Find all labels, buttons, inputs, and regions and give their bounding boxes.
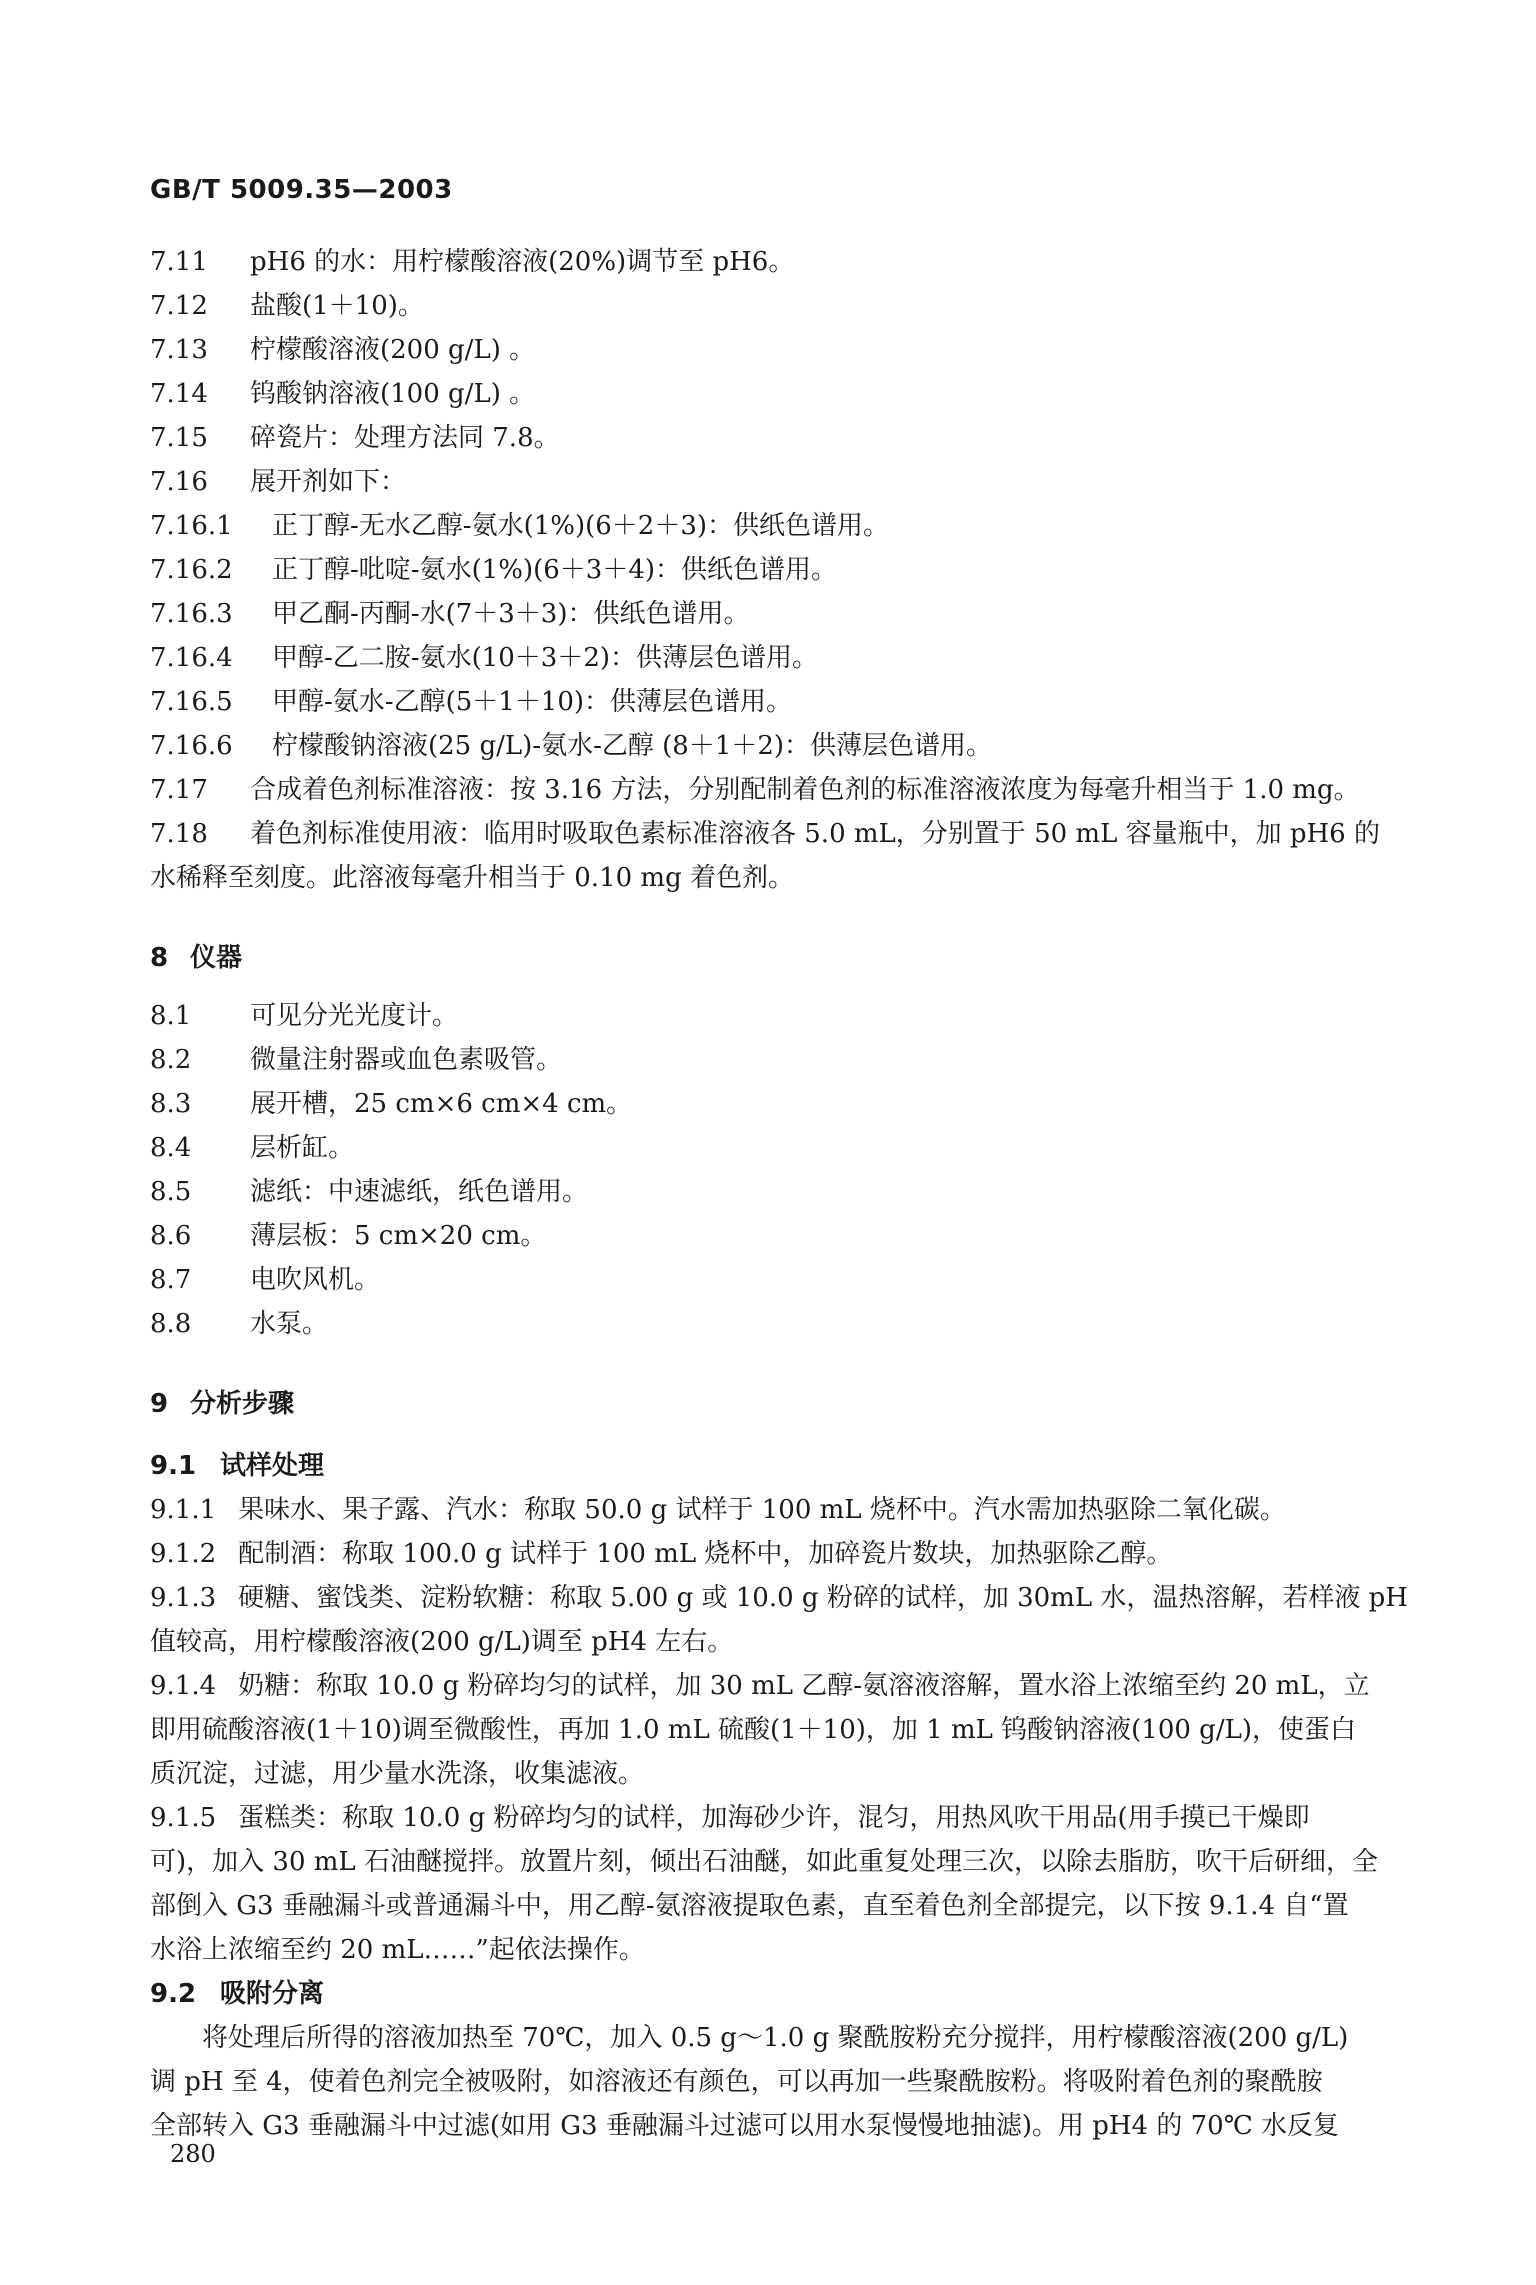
standard-code: GB/T 5009.35—2003 bbox=[150, 175, 453, 205]
reagent-item-continuation: 水稀释至刻度。此溶液每毫升相当于 0.10 mg 着色剂。 bbox=[150, 863, 794, 893]
instrument-item: 8.7 电吹风机。 bbox=[150, 1265, 381, 1295]
reagent-item: 7.12 盐酸(1＋10)。 bbox=[150, 291, 424, 321]
instrument-item: 8.8 水泵。 bbox=[150, 1309, 329, 1339]
procedure-item: 9.1.3 硬糖、蜜饯类、淀粉软糖：称取 5.00 g 或 10.0 g 粉碎的试样，加 30mL 水，温热溶解，若样液 pH 值较高，用柠檬酸溶液(200 g/L)调至 pH4 左右。 bbox=[150, 1583, 1408, 1657]
reagent-item: 7.14 钨酸钠溶液(100 g/L) 。 bbox=[150, 379, 536, 409]
reagent-item: 7.13 柠檬酸溶液(200 g/L) 。 bbox=[150, 335, 536, 365]
instrument-item: 8.4 层析缸。 bbox=[150, 1133, 355, 1163]
reagent-subitem: 7.16.2 正丁醇-吡啶-氨水(1%)(6＋3＋4)：供纸色谱用。 bbox=[150, 555, 838, 585]
instrument-item: 8.6 薄层板：5 cm×20 cm。 bbox=[150, 1221, 547, 1251]
instrument-item: 8.5 滤纸：中速滤纸，纸色谱用。 bbox=[150, 1177, 589, 1207]
reagent-subitem: 7.16.5 甲醇-氨水-乙醇(5＋1＋10)：供薄层色谱用。 bbox=[150, 687, 793, 717]
instrument-item: 8.1 可见分光光度计。 bbox=[150, 1001, 459, 1031]
reagent-item: 7.18 着色剂标准使用液：临用时吸取色素标准溶液各 5.0 mL，分别置于 50 mL 容量瓶中，加 pH6 的 bbox=[150, 819, 1380, 849]
reagent-item: 7.16 展开剂如下： bbox=[150, 467, 407, 497]
procedure-item: 9.1.4 奶糖：称取 10.0 g 粉碎均匀的试样，加 30 mL 乙醇-氨溶液溶解，置水浴上浓缩至约 20 mL，立 即用硫酸溶液(1＋10)调至微酸性，再加 1.0 mL 硫酸(1＋10)，加 1 mL 钨酸钠溶液(100 g/L)，使蛋白 质沉淀，过滤，用少量水洗涤，收集滤液。 bbox=[150, 1671, 1370, 1789]
page-number: 280 bbox=[170, 2140, 216, 2168]
section-heading-8: 8 仪器 bbox=[150, 943, 243, 973]
reagent-subitem: 7.16.1 正丁醇-无水乙醇-氨水(1%)(6＋2＋3)：供纸色谱用。 bbox=[150, 511, 890, 541]
reagent-subitem: 7.16.6 柠檬酸钠溶液(25 g/L)-氨水-乙醇 (8＋1＋2)：供薄层色谱用。 bbox=[150, 731, 993, 761]
subsection-heading-9-1: 9.1 试样处理 bbox=[150, 1451, 325, 1481]
instrument-item: 8.2 微量注射器或血色素吸管。 bbox=[150, 1045, 563, 1075]
reagent-item: 7.17 合成着色剂标准溶液：按 3.16 方法，分别配制着色剂的标准溶液浓度为每毫升相当于 1.0 mg。 bbox=[150, 775, 1360, 805]
instrument-item: 8.3 展开槽，25 cm×6 cm×4 cm。 bbox=[150, 1089, 633, 1119]
reagent-item: 7.15 碎瓷片：处理方法同 7.8。 bbox=[150, 423, 560, 453]
subsection-heading-9-2: 9.2 吸附分离 bbox=[150, 1979, 325, 2009]
section-heading-9: 9 分析步骤 bbox=[150, 1389, 295, 1419]
reagent-subitem: 7.16.4 甲醇-乙二胺-氨水(10＋3＋2)：供薄层色谱用。 bbox=[150, 643, 819, 673]
adsorption-paragraph: 将处理后所得的溶液加热至 70℃，加入 0.5 g～1.0 g 聚酰胺粉充分搅拌，用柠檬酸溶液(200 g/L) 调 pH 至 4，使着色剂完全被吸附，如溶液还有颜色，可以再加一些聚酰胺粉。将吸附着色剂的聚酰胺 全部转入 G3 垂融漏斗中过滤(如用 G3 垂融漏斗过滤可以用水泵慢慢地抽滤)。用 pH4 的 70℃ 水反复 bbox=[150, 2023, 1349, 2141]
procedure-item: 9.1.1 果味水、果子露、汽水：称取 50.0 g 试样于 100 mL 烧杯中。汽水需加热驱除二氧化碳。 bbox=[150, 1495, 1286, 1525]
procedure-item: 9.1.5 蛋糕类：称取 10.0 g 粉碎均匀的试样，加海砂少许，混匀，用热风吹干用品(用手摸已干燥即 可)，加入 30 mL 石油醚搅拌。放置片刻，倾出石油醚，如此重复处理三次，以除去脂肪，吹干后研细，全 部倒入 G3 垂融漏斗或普通漏斗中，用乙醇-氨溶液提取色素，直至着色剂全部提完，以下按 9.1.4 自“置 水浴上浓缩至约 20 mL……”起依法操作。 bbox=[150, 1803, 1378, 1965]
document-body bbox=[150, 240, 1440, 2148]
reagent-item: 7.11 pH6 的水：用柠檬酸溶液(20%)调节至 pH6。 bbox=[150, 247, 795, 277]
reagent-subitem: 7.16.3 甲乙酮-丙酮-水(7＋3＋3)：供纸色谱用。 bbox=[150, 599, 750, 629]
procedure-item: 9.1.2 配制酒：称取 100.0 g 试样于 100 mL 烧杯中，加碎瓷片数块，加热驱除乙醇。 bbox=[150, 1539, 1173, 1569]
